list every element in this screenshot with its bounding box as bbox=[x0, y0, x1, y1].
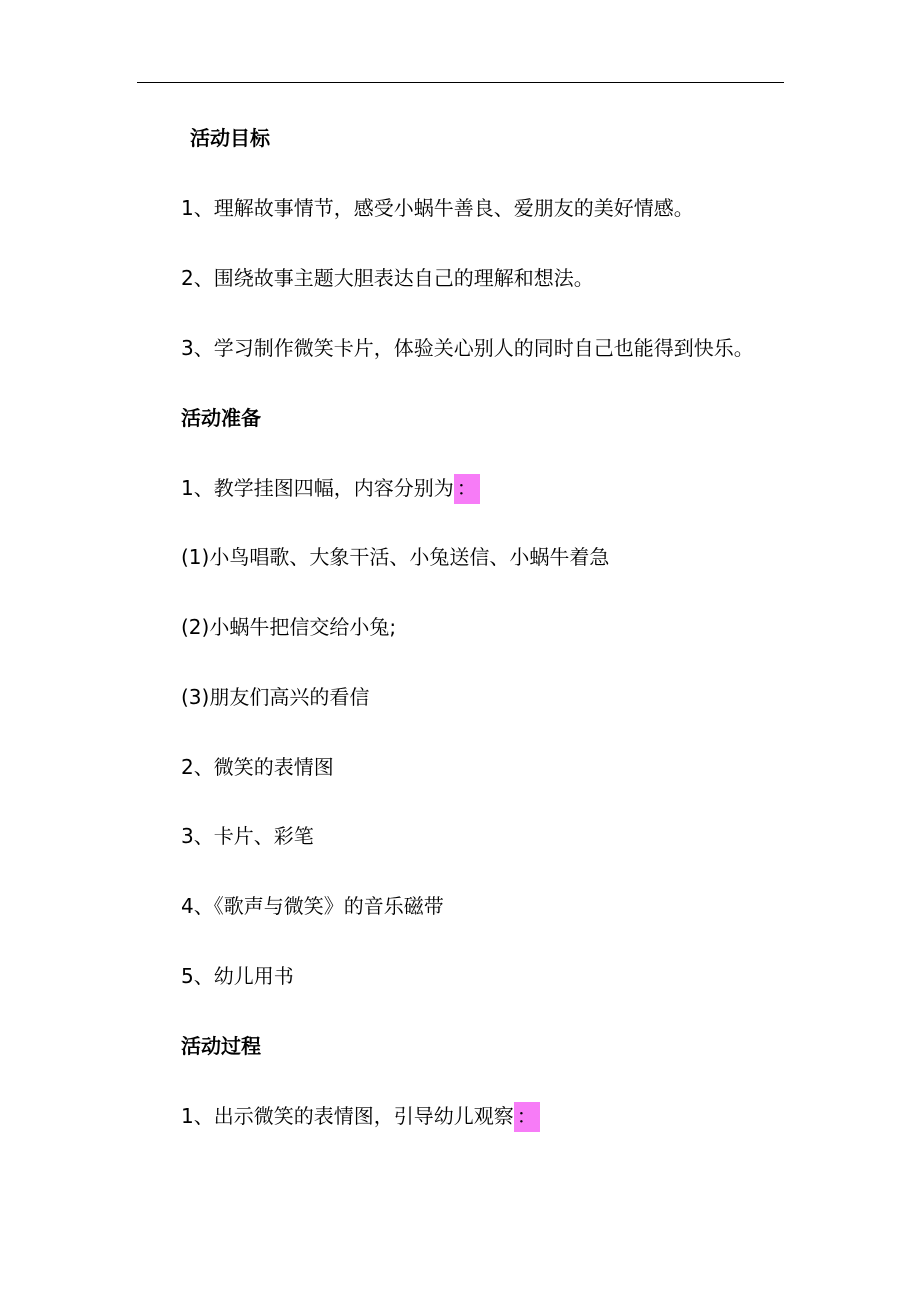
header-rule bbox=[137, 82, 784, 83]
preparation-item-4: 4、《歌声与微笑》的音乐磁带 bbox=[181, 894, 444, 918]
goals-heading: 活动目标 bbox=[190, 126, 270, 150]
preparation-sub-item-3: (3)朋友们高兴的看信 bbox=[181, 685, 370, 709]
preparation-heading: 活动准备 bbox=[181, 406, 261, 430]
preparation-item-5: 5、幼儿用书 bbox=[181, 964, 294, 988]
preparation-item-1 bbox=[181, 474, 480, 502]
process-item-1 bbox=[181, 1102, 540, 1130]
goal-item-3: 3、学习制作微笑卡片，体验关心别人的同时自己也能得到快乐。 bbox=[181, 336, 754, 360]
preparation-sub-item-1: (1)小鸟唱歌、大象干活、小兔送信、小蜗牛着急 bbox=[181, 545, 610, 569]
process-item-1-text: 1、出示微笑的表情图，引导幼儿观察 bbox=[181, 1104, 514, 1128]
highlighted-colon: ： bbox=[514, 1102, 540, 1132]
goal-item-1: 1、理解故事情节，感受小蜗牛善良、爱朋友的美好情感。 bbox=[181, 196, 694, 220]
process-heading: 活动过程 bbox=[181, 1034, 261, 1058]
goal-item-2: 2、围绕故事主题大胆表达自己的理解和想法。 bbox=[181, 266, 594, 290]
preparation-item-2: 2、微笑的表情图 bbox=[181, 755, 334, 779]
preparation-item-1-text: 1、教学挂图四幅，内容分别为 bbox=[181, 476, 454, 500]
preparation-item-3: 3、卡片、彩笔 bbox=[181, 824, 314, 848]
highlighted-colon: ： bbox=[454, 474, 480, 504]
preparation-sub-item-2: (2)小蜗牛把信交给小兔; bbox=[181, 615, 397, 639]
